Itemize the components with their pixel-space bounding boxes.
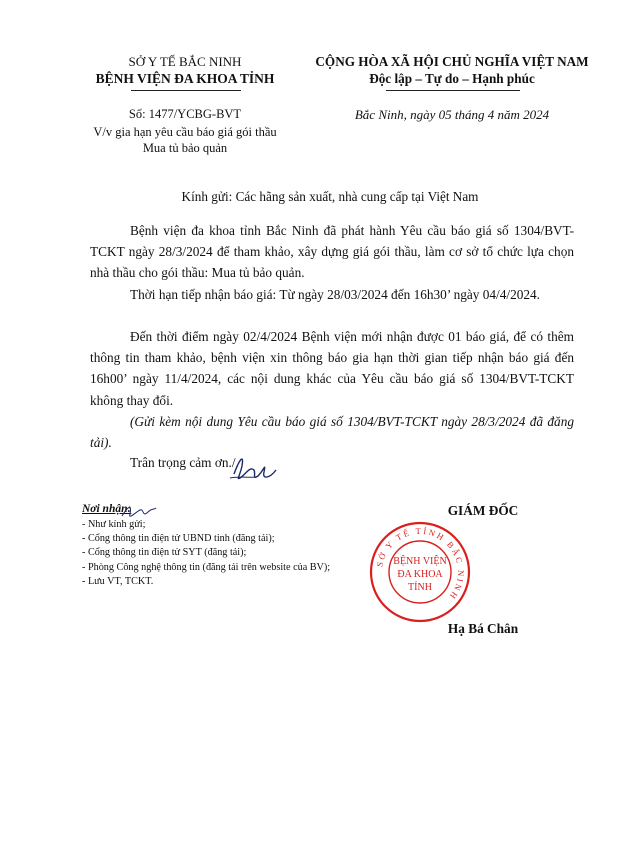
nation-title: CỘNG HÒA XÃ HỘI CHỦ NGHĨA VIỆT NAM — [315, 54, 589, 69]
signer-title: GIÁM ĐỐC — [447, 503, 519, 518]
official-seal — [368, 520, 472, 624]
recipients-title: Nơi nhận: — [82, 503, 132, 515]
place-date: Bắc Ninh, ngày 05 tháng 4 năm 2024 — [354, 107, 550, 122]
signer-name: Hạ Bá Chân — [447, 621, 519, 636]
seal-center-line-3: TỈNH — [408, 582, 432, 593]
seal-center-line-2: ĐA KHOA — [397, 569, 443, 580]
recipients-list — [82, 518, 402, 589]
paragraph-3-text: Đến thời điểm ngày 02/4/2024 Bệnh viện mới nhận được 01 báo giá, để có thêm thông tin tham khảo, bệnh viện xin thông báo gia hạn thời gian tiếp nhận báo giá đến 16h00’ ngày 11/4/2024, các nội dung khác của Yêu cầu báo giá số 1304/BVT-TCKT không thay đổi. — [90, 329, 574, 408]
nation-motto: Độc lập – Tự do – Hạnh phúc — [369, 71, 535, 86]
initial-signature-mark — [226, 448, 284, 486]
seal-center-line-1: BỆNH VIỆN — [393, 556, 447, 567]
paragraph-4-text: (Gửi kèm nội dung Yêu cầu báo giá số 1304/BVT-TCKT ngày 28/3/2024 đã đăng tải). — [90, 414, 574, 451]
closing-line — [90, 452, 574, 473]
document-number: Số: 1477/YCBG-BVT — [128, 107, 242, 121]
recipient-item: - Lưu VT, TCKT. — [82, 575, 154, 587]
paragraph-3 — [90, 326, 574, 411]
subject-line-1: V/v gia hạn yêu cầu báo giá gói thầu — [93, 125, 277, 139]
recipient-line: Kính gửi: Các hãng sản xuất, nhà cung cấp tại Việt Nam — [181, 189, 479, 204]
recipient-item: - Phòng Công nghệ thông tin (đăng tải trên website của BV); — [82, 561, 331, 573]
closing-text: Trân trọng cảm ơn./. — [130, 455, 239, 470]
recipient-item: - Cổng thông tin điện tử SYT (đăng tải); — [82, 547, 247, 559]
paragraph-2 — [90, 284, 574, 305]
recipient-item: - Như kính gửi; — [82, 519, 146, 530]
paragraph-1 — [90, 220, 574, 284]
motto-underline — [386, 90, 520, 91]
paragraph-attachment-note — [90, 411, 574, 453]
org-underline — [131, 90, 241, 91]
recipient-item: - Cổng thông tin điện tử UBND tỉnh (đăng tải); — [82, 533, 275, 545]
subject-line-2: Mua tủ bảo quản — [142, 141, 228, 155]
paragraph-2-text: Thời hạn tiếp nhận báo giá: Từ ngày 28/03/2024 đến 16h30’ ngày 04/4/2024. — [130, 287, 541, 302]
org-parent: SỞ Y TẾ BẮC NINH — [128, 54, 242, 69]
seal-ring-text: SỞ Y TẾ TỈNH BẮC NINH — [374, 525, 467, 603]
paragraph-1-text: Bệnh viện đa khoa tỉnh Bắc Ninh đã phát hành Yêu cầu báo giá số 1304/BVT-TCKT ngày 28/3/2024 để tham khảo, xây dựng giá gói thầu, làm cơ sở tổ chức lựa chọn nhà thầu cho gói thầu: Mua tủ bảo quản. — [90, 223, 574, 281]
org-name: BỆNH VIỆN ĐA KHOA TỈNH — [95, 71, 275, 86]
